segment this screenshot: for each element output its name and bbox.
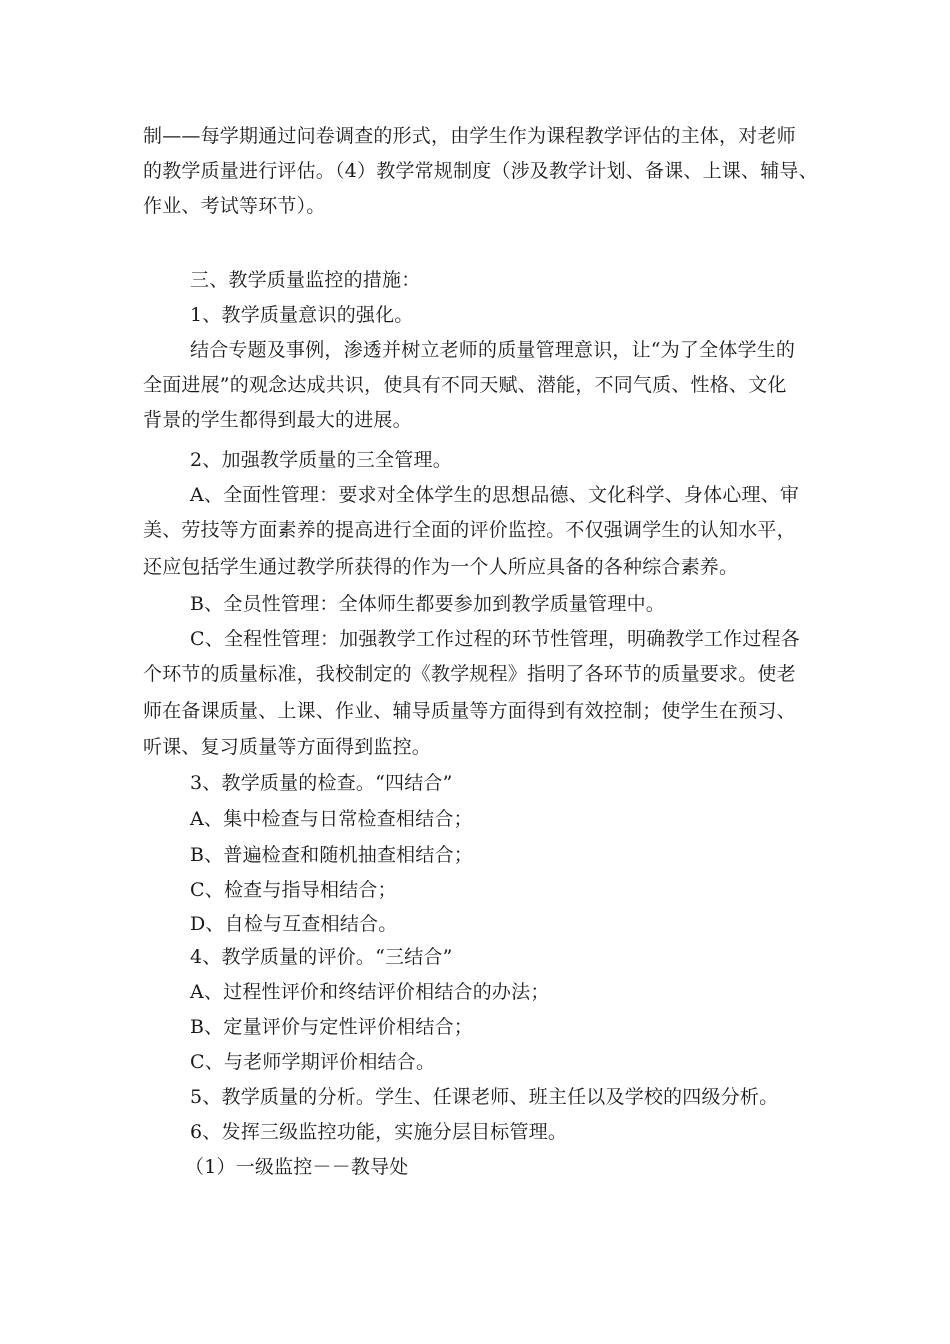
- paragraph-line: 个环节的质量标准，我校制定的《教学规程》指明了各环节的质量要求。使老: [143, 663, 796, 685]
- list-item: A、集中检查与日常检查相结合；: [190, 808, 473, 830]
- paragraph-line: 结合专题及事例，渗透并树立老师的质量管理意识，让“为了全体学生的: [190, 339, 796, 361]
- subsection-heading: 6、发挥三级监控功能，实施分层目标管理。: [190, 1121, 568, 1143]
- list-item: D、自检与互查相结合。: [190, 913, 398, 935]
- subsection-heading: 2、加强教学质量的三全管理。: [190, 449, 452, 471]
- paragraph-line: 美、劳技等方面素养的提高进行全面的评价监控。不仅强调学生的认知水平，: [143, 519, 796, 541]
- paragraph-line: 师在备课质量、上课、作业、辅导质量等方面得到有效控制；使学生在预习、: [143, 700, 796, 722]
- paragraph-line: 听课、复习质量等方面得到监控。: [143, 736, 432, 758]
- paragraph-line: 的教学质量进行评估。（4）教学常规制度（涉及教学计划、备课、上课、辅导、: [143, 160, 818, 182]
- subsection-heading: 5、教学质量的分析。学生、任课老师、班主任以及学校的四级分析。: [190, 1086, 779, 1108]
- paragraph-line: 还应包括学生通过教学所获得的作为一个人所应具备的各种综合素养。: [143, 556, 739, 578]
- subsection-heading: 3、教学质量的检查。“四结合”: [190, 772, 453, 794]
- list-item: （1）一级监控－－教导处: [185, 1156, 409, 1178]
- paragraph-line: 制——每学期通过问卷调查的形式，由学生作为课程教学评估的主体，对老师: [143, 125, 796, 147]
- list-item: A、过程性评价和终结评价相结合的办法；: [190, 981, 550, 1003]
- paragraph-line: 全面进展”的观念达成共识，使具有不同天赋、潜能，不同气质、性格、文化: [143, 374, 787, 396]
- section-heading: 三、教学质量监控的措施：: [190, 269, 421, 291]
- paragraph-line: 背景的学生都得到最大的进展。: [143, 409, 412, 431]
- subsection-heading: 4、教学质量的评价。“三结合”: [190, 946, 453, 968]
- list-item: C、检查与指导相结合；: [190, 879, 397, 901]
- list-item: A、全面性管理：要求对全体学生的思想品德、文化科学、身体心理、审: [190, 484, 800, 506]
- list-item: B、定量评价与定性评价相结合；: [190, 1016, 473, 1038]
- subsection-heading: 1、教学质量意识的强化。: [190, 304, 414, 326]
- list-item: C、与老师学期评价相结合。: [190, 1051, 436, 1073]
- list-item: C、全程性管理：加强教学工作过程的环节性管理，明确教学工作过程各: [190, 628, 800, 650]
- paragraph-line: 作业、考试等环节）。: [143, 195, 326, 217]
- list-item: B、普遍检查和随机抽查相结合；: [190, 844, 473, 866]
- list-item: B、全员性管理：全体师生都要参加到教学质量管理中。: [190, 593, 665, 615]
